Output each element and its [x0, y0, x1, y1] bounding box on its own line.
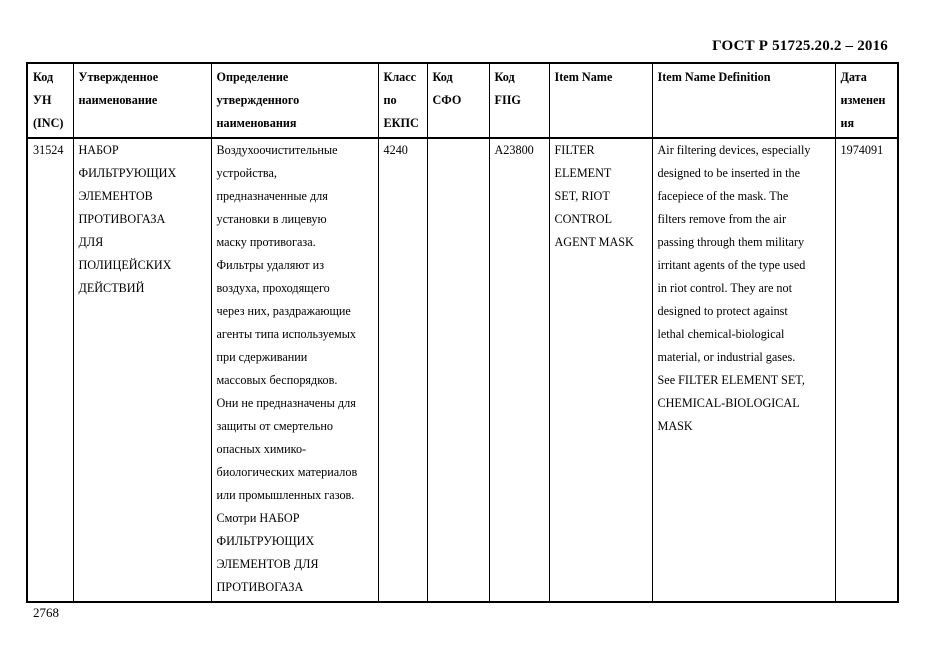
page-number: 2768	[33, 605, 59, 620]
cell-text-line: passing through them military	[657, 235, 805, 249]
cell-text-line: наименование	[78, 93, 158, 107]
cell-text-line: предназначенные для	[216, 189, 328, 203]
cell-text-line: Утвержденное	[78, 70, 159, 84]
cell-text-line: Фильтры удаляют из	[216, 258, 325, 272]
cell-text-line: ЕКПС	[383, 116, 419, 130]
cell-text-line: агенты типа используемых	[216, 327, 356, 341]
header-change-date	[835, 63, 898, 138]
header-fiig-code	[489, 63, 549, 138]
cell-name-definition-ru	[211, 138, 378, 602]
cell-text-line: воздуха, проходящего	[216, 281, 330, 295]
cell-text-line: ФИЛЬТРУЮЩИХ	[216, 534, 315, 548]
cell-fiig-code: A23800	[489, 138, 549, 602]
cell-text-line: изменен	[840, 93, 886, 107]
cell-text-line: установки в лицевую	[216, 212, 327, 226]
cell-text-line: Item Name	[554, 70, 613, 84]
cell-text-line: ЭЛЕМЕНТОВ ДЛЯ	[216, 557, 319, 571]
cell-text-line: CHEMICAL-BIOLOGICAL	[657, 396, 800, 410]
cell-text-line: ДЕЙСТВИЙ	[78, 281, 145, 295]
cell-text-line: СФО	[432, 93, 462, 107]
cell-text-line: facepiece of the mask. The	[657, 189, 789, 203]
cell-text-line: Дата	[840, 70, 867, 84]
header-ekps-class	[378, 63, 427, 138]
cell-text-line: устройства,	[216, 166, 277, 180]
cell-text-line: ПОЛИЦЕЙСКИХ	[78, 258, 172, 272]
cell-text-line: ПРОТИВОГАЗА	[78, 212, 166, 226]
cell-text-line: Item Name Definition	[657, 70, 771, 84]
cell-text-line: НАБОР	[78, 143, 119, 157]
cell-text-line: in riot control. They are not	[657, 281, 792, 295]
cell-text-line: через них, раздражающие	[216, 304, 351, 318]
cell-item-name	[549, 138, 652, 602]
cell-text-line: SET, RIOT	[554, 189, 610, 203]
cell-text-line: Код	[432, 70, 453, 84]
cell-text-line: See FILTER ELEMENT SET,	[657, 373, 805, 387]
cell-text-line: ЭЛЕМЕНТОВ	[78, 189, 153, 203]
table-row	[27, 138, 898, 602]
cell-text-line: material, or industrial gases.	[657, 350, 796, 364]
header-item-name	[549, 63, 652, 138]
cell-text-line: AGENT MASK	[554, 235, 634, 249]
cell-text-line: ФИЛЬТРУЮЩИХ	[78, 166, 177, 180]
cell-text-line: утвержденного	[216, 93, 300, 107]
cell-text-line: (INC)	[33, 116, 64, 130]
cell-text-line: или промышленных газов.	[216, 488, 355, 502]
cell-text-line: Класс	[383, 70, 417, 84]
header-sfo-code	[427, 63, 489, 138]
cell-text-line: FIIG	[494, 93, 521, 107]
cell-text-line: защиты от смертельно	[216, 419, 333, 433]
cell-text-line: УН	[33, 93, 52, 107]
cell-text-line: массовых беспорядков.	[216, 373, 338, 387]
cell-sfo-code	[427, 138, 489, 602]
cell-text-line: Код	[494, 70, 515, 84]
cell-approved-name	[73, 138, 211, 602]
cell-text-line: MASK	[657, 419, 693, 433]
cell-text-line: опасных химико-	[216, 442, 307, 456]
cell-text-line: Они не предназначены для	[216, 396, 356, 410]
cell-text-line: FILTER	[554, 143, 595, 157]
cell-text-line: маску противогаза.	[216, 235, 316, 249]
cell-text-line: filters remove from the air	[657, 212, 787, 226]
cell-text-line: ELEMENT	[554, 166, 612, 180]
document-code: ГОСТ Р 51725.20.2 – 2016	[712, 38, 888, 54]
cell-text-line: CONTROL	[554, 212, 613, 226]
cell-text-line: ия	[840, 116, 855, 130]
header-item-name-definition	[652, 63, 835, 138]
table-header-row	[27, 63, 898, 138]
cell-text-line: designed to protect against	[657, 304, 788, 318]
header-name-definition-ru	[211, 63, 378, 138]
cell-text-line: по	[383, 93, 397, 107]
cell-text-line: ПРОТИВОГАЗА	[216, 580, 304, 594]
cell-text-line: ДЛЯ	[78, 235, 104, 249]
cell-text-line: Код	[33, 70, 54, 84]
cell-text-line: биологических материалов	[216, 465, 358, 479]
cell-text-line: irritant agents of the type used	[657, 258, 806, 272]
cell-change-date: 1974091	[835, 138, 898, 602]
cell-ekps-class: 4240	[378, 138, 427, 602]
cell-text-line: Air filtering devices, especially	[657, 143, 811, 157]
cell-inc-code: 31524	[27, 138, 73, 602]
cell-text-line: Воздухоочистительные	[216, 143, 338, 157]
cell-text-line: Определение	[216, 70, 289, 84]
header-approved-name	[73, 63, 211, 138]
header-inc-code	[27, 63, 73, 138]
cell-text-line: lethal chemical-biological	[657, 327, 785, 341]
cell-text-line: наименования	[216, 116, 297, 130]
cell-text-line: designed to be inserted in the	[657, 166, 800, 180]
catalog-table	[26, 62, 899, 603]
cell-text-line: Смотри НАБОР	[216, 511, 300, 525]
cell-item-name-definition	[652, 138, 835, 602]
cell-text-line: при сдерживании	[216, 350, 308, 364]
